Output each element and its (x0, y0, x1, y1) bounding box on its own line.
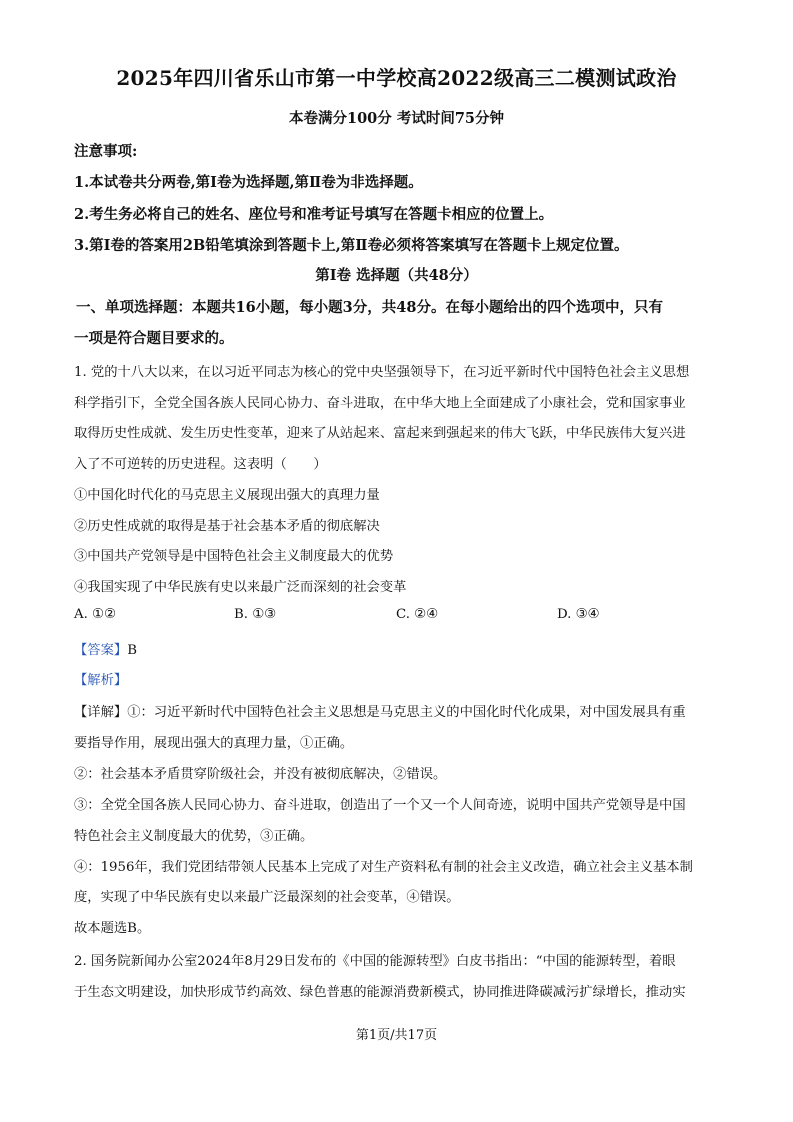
q1-detail-line: ④：1956年，我们党团结带领人民基本上完成了对生产资料私有制的社会主义改造，确立社会主义基本制 (74, 860, 693, 875)
notice-item: 2.考生务必将自己的姓名、座位号和准考证号填写在答题卡相应的位置上。 (74, 206, 554, 223)
notice-item: 1.本试卷共分两卷,第Ⅰ卷为选择题,第Ⅱ卷为非选择题。 (74, 174, 423, 191)
detail-text: ①：习近平新时代中国特色社会主义思想是马克思主义的中国化时代化成果，对中国发展具有重 (127, 705, 686, 720)
part-heading: 一、单项选择题：本题共16小题，每小题3分，共48分。在每小题给出的四个选项中，只有 (76, 299, 663, 316)
q1-statement: ④我国实现了中华民族有史以来最广泛而深刻的社会变革 (74, 580, 407, 595)
q2-stem-line: 2. 国务院新闻办公室2024年8月29日发布的《中国的能源转型》白皮书指出：“中国的能源转型，着眼 (74, 954, 676, 969)
q1-detail-line: 度，实现了中华民族有史以来最广泛最深刻的社会变革，④错误。 (74, 890, 460, 905)
notice-item: 3.第Ⅰ卷的答案用2B铅笔填涂到答题卡上,第Ⅱ卷必须将答案填写在答题卡上规定位置。 (74, 237, 629, 254)
q1-stem-line: 科学指引下，全党全国各族人民同心协力、奋斗进取，在中华大地上全面建成了小康社会，党和国家事业 (74, 396, 686, 411)
q1-stem-line: 取得历史性成就、发生历史性变革，迎来了从站起来、富起来到强起来的伟大飞跃，中华民族伟大复兴进 (74, 426, 686, 441)
page-number: 第1页/共17页 (355, 1028, 438, 1043)
answer-tag: 【答案】 (74, 643, 128, 658)
analysis-tag: 【解析】 (74, 673, 128, 688)
q1-statement: ②历史性成就的取得是基于社会基本矛盾的彻底解决 (74, 519, 380, 534)
q1-detail-line: ②：社会基本矛盾贯穿阶级社会，并没有被彻底解决，②错误。 (74, 767, 447, 782)
q1-option-a: A. ①② (74, 607, 116, 622)
q1-detail-line: ③：全党全国各族人民同心协力、奋斗进取，创造出了一个又一个人间奇迹，说明中国共产党领导是中国 (74, 798, 686, 813)
q1-option-b: B. ①③ (234, 607, 277, 622)
q1-detail-line (74, 701, 686, 720)
q1-stem-line: 1. 党的十八大以来，在以习近平同志为核心的党中央坚强领导下，在习近平新时代中国特色社会主义思想 (74, 365, 690, 380)
section-title: 第Ⅰ卷 选择题（共48分） (315, 267, 478, 284)
q1-option-d: D. ③④ (557, 607, 600, 622)
exam-subtitle: 本卷满分100分 考试时间75分钟 (289, 110, 504, 127)
part-heading-continued: 一项是符合题目要求的。 (74, 330, 234, 347)
q1-stem-line: 入了不可逆转的历史进程。这表明（ ） (74, 457, 327, 472)
q1-conclusion: 故本题选B。 (74, 921, 151, 936)
exam-title: 2025年四川省乐山市第一中学校高2022级高三二模测试政治 (116, 66, 677, 90)
q2-stem-line: 于生态文明建设，加快形成节约高效、绿色普惠的能源消费新模式，协同推进降碳减污扩绿增长，推动实 (74, 985, 686, 1000)
q1-detail-line: 特色社会主义制度最大的优势，③正确。 (74, 829, 314, 844)
detail-tag: 【详解】 (74, 705, 128, 720)
notice-heading: 注意事项: (74, 143, 138, 160)
q1-detail-line: 要指导作用，展现出强大的真理力量，①正确。 (74, 736, 354, 751)
q1-answer (74, 639, 137, 658)
answer-value: B (127, 643, 137, 658)
q1-option-c: C. ②④ (396, 607, 438, 622)
q1-statement: ①中国化时代化的马克思主义展现出强大的真理力量 (74, 488, 380, 503)
q1-statement: ③中国共产党领导是中国特色社会主义制度最大的优势 (74, 549, 394, 564)
